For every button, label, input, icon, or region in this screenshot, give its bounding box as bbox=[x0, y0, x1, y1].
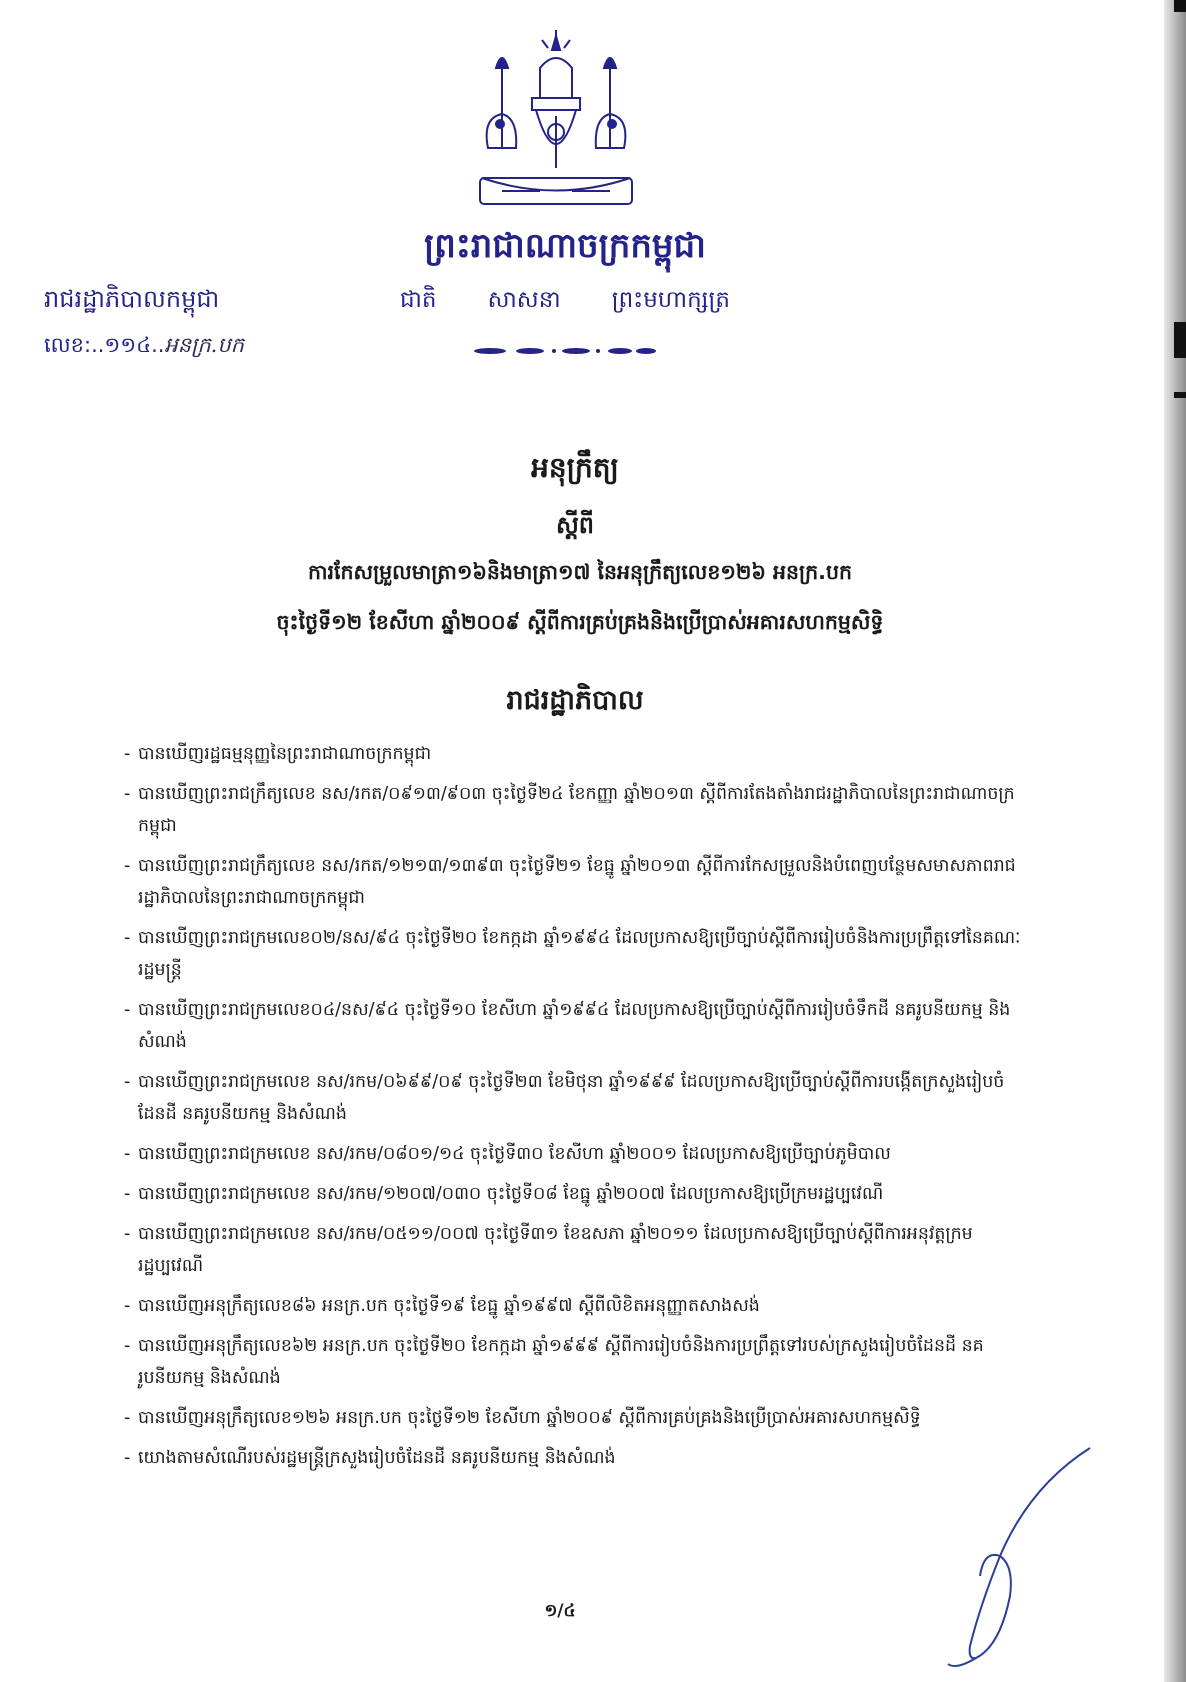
ornament-divider-icon bbox=[470, 344, 660, 358]
preamble-clause: - បានឃើញព្រះរាជក្រមលេខ០២/នស/៩៤ ចុះថ្ងៃទី២០ ខែកក្កដា ឆ្នាំ១៩៩៤ ដែលប្រកាសឱ្យប្រើច្បាប់ស្តីពីការរៀបចំនិងការប្រព្រឹត្តទៅនៃគណៈរដ្ឋមន្ត្រី bbox=[124, 922, 1024, 986]
preamble-clause: - បានឃើញអនុក្រឹត្យលេខ៨៦ អនក្រ.បក ចុះថ្ងៃទី១៩ ខែធ្នូ ឆ្នាំ១៩៩៧ ស្តីពីលិខិតអនុញ្ញាតសាងសង់ bbox=[124, 1290, 1024, 1322]
signature-icon bbox=[940, 1446, 1100, 1676]
preamble-clause: - បានឃើញព្រះរាជក្រមលេខ០៤/នស/៩៤ ចុះថ្ងៃទី១០ ខែសីហា ឆ្នាំ១៩៩៤ ដែលប្រកាសឱ្យប្រើច្បាប់ស្តីពីការរៀបចំទឹកដី នគរូបនីយកម្ម និងសំណង់ bbox=[124, 994, 1024, 1058]
motto-nation: ជាតិ bbox=[400, 287, 437, 313]
motto-king: ព្រះមហាក្សត្រ bbox=[611, 287, 730, 313]
preamble-clause: - បានឃើញអនុក្រឹត្យលេខ៦២ អនក្រ.បក ចុះថ្ងៃទី២០ ខែកក្កដា ឆ្នាំ១៩៩៩ ស្តីពីការរៀបចំនិងការប្រព្រឹត្តទៅរបស់ក្រសួងរៀបចំដែនដី នគរូបនីយកម្ម និងសំណង់ bbox=[124, 1330, 1024, 1394]
issuing-authority: រាជរដ្ឋាភិបាលកម្ពុជា bbox=[44, 285, 220, 313]
motto-religion: សាសនា bbox=[487, 287, 561, 313]
preamble-clause: - យោងតាមសំណើរបស់រដ្ឋមន្ត្រីក្រសួងរៀបចំដែនដី នគរូបនីយកម្ម និងសំណង់ bbox=[124, 1442, 1024, 1474]
reference-number-handwritten: អនក្រ.បក bbox=[164, 333, 245, 357]
royal-emblem-icon bbox=[462, 28, 650, 216]
preamble-clause: - បានឃើញអនុក្រឹត្យលេខ១២៦ អនក្រ.បក ចុះថ្ងៃទី១២ ខែសីហា ឆ្នាំ២០០៩ ស្តីពីការគ្រប់គ្រងនិងប្រើប្រាស់អគារសហកម្មសិទ្ធិ bbox=[124, 1402, 1024, 1434]
preamble-clause: - បានឃើញព្រះរាជក្រមលេខ នស/រកម/០៥១១/០០៧ ចុះថ្ងៃទី៣១ ខែឧសភា ឆ្នាំ២០១១ ដែលប្រកាសឱ្យប្រើច្បាប់ស្តីពីការអនុវត្តក្រមរដ្ឋប្បវេណី bbox=[124, 1218, 1024, 1282]
national-motto bbox=[400, 286, 730, 319]
preamble-clause: - បានឃើញព្រះរាជក្រមលេខ នស/រកម/០៨០១/១៤ ចុះថ្ងៃទី៣០ ខែសីហា ឆ្នាំ២០០១ ដែលប្រកាសឱ្យប្រើច្បាប់ភូមិបាល bbox=[124, 1138, 1024, 1170]
edge-mark bbox=[1174, 322, 1186, 358]
subject-line-2: ចុះថ្ងៃទី១២ ខែសីហា ឆ្នាំ២០០៩ ស្តីពីការគ្រប់គ្រងនិងប្រើប្រាស់អគារសហកម្មសិទ្ធិ bbox=[276, 610, 884, 634]
preamble-clause: - បានឃើញព្រះរាជក្រឹត្យលេខ នស/រកត/១២១៣/១៣៩៣ ចុះថ្ងៃទី២១ ខែធ្នូ ឆ្នាំ២០១៣ ស្តីពីការកែសម្រួលនិងបំពេញបន្ថែមសមាសភាពរាជរដ្ឋាភិបាលនៃព្រះរាជាណាចក្រកម្ពុជា bbox=[124, 850, 1024, 914]
authority-heading: រាជរដ្ឋាភិបាល bbox=[506, 685, 644, 716]
preamble-clause: - បានឃើញរដ្ឋធម្មនុញ្ញនៃព្រះរាជាណាចក្រកម្ពុជា bbox=[124, 738, 1024, 770]
preamble-clause: - បានឃើញព្រះរាជក្រមលេខ នស/រកម/០៦៩៩/០៩ ចុះថ្ងៃទី២៣ ខែមិថុនា ឆ្នាំ១៩៩៩ ដែលប្រកាសឱ្យប្រើច្បាប់ស្តីពីការបង្កើតក្រសួងរៀបចំដែនដី នគរូបនីយកម្ម និងសំណង់ bbox=[124, 1066, 1024, 1130]
edge-mark bbox=[1174, 0, 1186, 12]
kingdom-title: ព្រះរាជាណាចក្រកម្ពុជា bbox=[424, 226, 706, 266]
reference-number-printed: លេខ:..១១៤.. bbox=[44, 333, 165, 357]
page-edge-shadow bbox=[1164, 0, 1186, 1682]
page-number: ១/៤ bbox=[544, 1601, 576, 1621]
edge-mark bbox=[1174, 392, 1186, 398]
subject-line-1: ការកែសម្រួលមាត្រា១៦និងមាត្រា១៧ នៃអនុក្រឹត្យលេខ១២៦ អនក្រ.បក bbox=[308, 560, 852, 584]
document-type-title: អនុក្រឹត្យ bbox=[531, 451, 619, 484]
reference-number bbox=[44, 332, 244, 363]
preamble-clause: - បានឃើញព្រះរាជក្រឹត្យលេខ នស/រកត/០៩១៣/៩០៣ ចុះថ្ងៃទី២៤ ខែកញ្ញា ឆ្នាំ២០១៣ ស្តីពីការតែងតាំងរាជរដ្ឋាភិបាលនៃព្រះរាជាណាចក្រកម្ពុជា bbox=[124, 778, 1024, 842]
preamble-clause: - បានឃើញព្រះរាជក្រមលេខ នស/រកម/១២០៧/០៣០ ចុះថ្ងៃទី០៨ ខែធ្នូ ឆ្នាំ២០០៧ ដែលប្រកាសឱ្យប្រើក្រមរដ្ឋប្បវេណី bbox=[124, 1178, 1024, 1210]
about-label: ស្តីពី bbox=[555, 511, 595, 539]
preamble-list bbox=[124, 738, 1024, 1482]
